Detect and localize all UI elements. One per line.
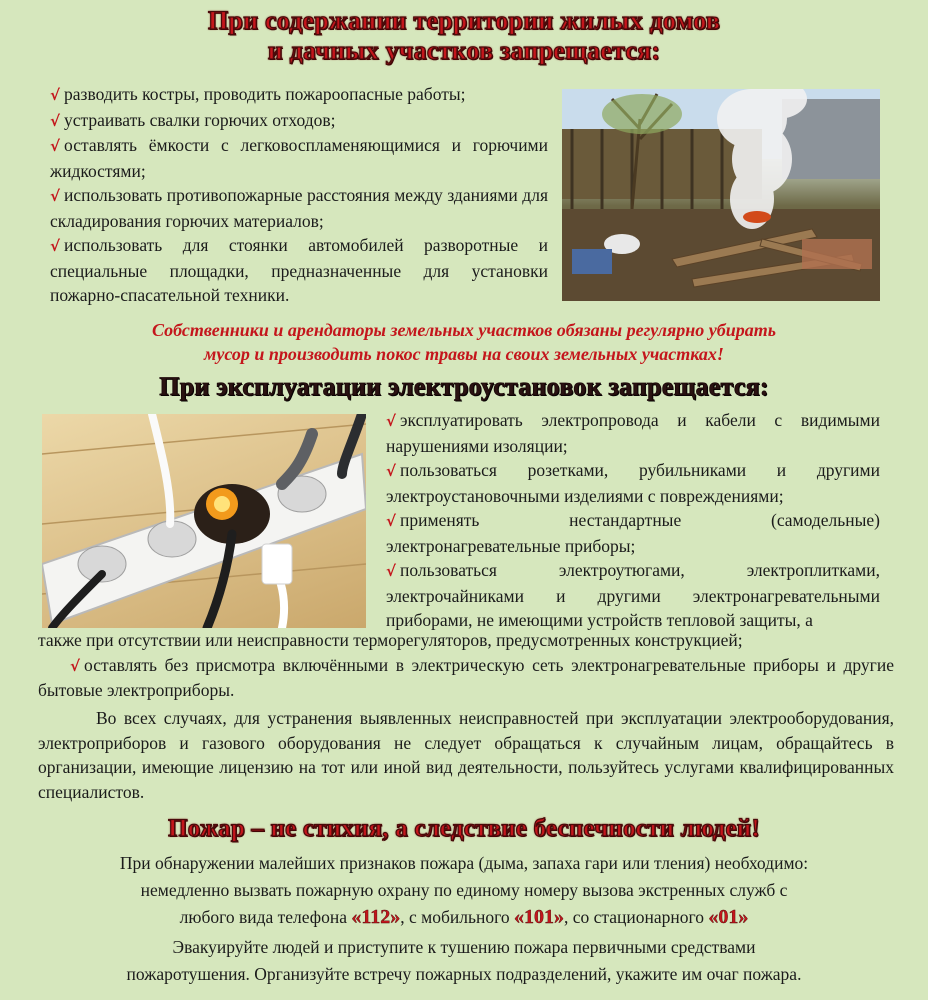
list-item: √ разводить костры, проводить пожароопасные работы; xyxy=(50,84,466,104)
emergency-call-instructions xyxy=(0,850,928,931)
list-item: √ пользоваться розетками, рубильниками и другими электроустановочными изделиями с повреждениями; xyxy=(386,460,880,506)
alert-line3: любого вида телефона «112», с мобильного «101», со стационарного «01» xyxy=(179,906,749,928)
list-item: √ эксплуатировать электропровода и кабели с видимыми нарушениями изоляции; xyxy=(386,410,880,456)
obligation-line1: Собственники и арендаторы земельных участков обязаны регулярно убирать xyxy=(152,320,776,340)
obligation-line2: мусор и производить покос травы на своих земельных участках! xyxy=(204,344,724,364)
checkmark-icon: √ xyxy=(386,462,397,480)
checkmark-icon: √ xyxy=(386,412,397,430)
list-item: √ оставлять ёмкости с легковоспламеняющимися и горючими жидкостями; xyxy=(50,135,548,181)
evacuation-instructions xyxy=(0,934,928,988)
advice-paragraph: Во всех случаях, для устранения выявленных неисправностей при эксплуатации электрооборудования, электроприборов и газового оборудования не следует обращаться к случайным лицам, обращайтесь в организации, имеющие лицензию на тот или иной вид деятельности, пользуйтесь услугами квалифицированных специалистов. xyxy=(38,708,894,802)
list-item-continuation: также при отсутствии или неисправности терморегуляторов, предусмотренных конструкцией; xyxy=(38,630,743,650)
list-item: √ устраивать свалки горючих отходов; xyxy=(50,109,336,130)
list-item: √ пользоваться электроутюгами, электроплитками, электрочайниками и другими электронагревательными приборами, не имеющими устройств тепловой защиты, а xyxy=(386,560,880,630)
emergency-number-101: «101» xyxy=(513,906,564,928)
section1-heading-line1: При содержании территории жилых домов xyxy=(207,6,720,35)
section3-heading: Пожар – не стихия, а следствие беспечности людей! xyxy=(168,815,760,842)
list-item: √ использовать противопожарные расстояния между зданиями для складирования горючих материалов; xyxy=(50,185,548,231)
section2-heading: При эксплуатации электроустановок запрещается: xyxy=(159,372,769,401)
checkmark-icon: √ xyxy=(386,562,397,580)
checkmark-icon: √ xyxy=(70,656,81,675)
emergency-number-01: «01» xyxy=(708,906,749,928)
section2-list-continued xyxy=(38,628,894,703)
checkmark-icon: √ xyxy=(50,137,61,155)
section1-list xyxy=(50,82,548,308)
list-item: √ использовать для стоянки автомобилей разворотные и специальные площадки, предназначенные для установки пожарно-спасательной техники. xyxy=(50,235,548,305)
checkmark-icon: √ xyxy=(50,111,61,130)
checkmark-icon: √ xyxy=(50,187,61,205)
section2-list xyxy=(386,408,880,633)
evac-line1: Эвакуируйте людей и приступите к тушению пожара первичными средствами xyxy=(172,937,756,957)
emergency-number-112: «112» xyxy=(351,906,401,928)
owners-obligation-notice xyxy=(0,318,928,366)
list-item: √ применять нестандартные (самодельные) электронагревательные приборы; xyxy=(386,510,880,556)
checkmark-icon: √ xyxy=(386,512,397,530)
alert-line1: При обнаружении малейших признаков пожара (дыма, запаха гари или тления) необходимо: xyxy=(119,853,809,873)
section1-heading xyxy=(0,6,928,66)
yard-fire-photo xyxy=(562,89,880,301)
evac-line2: пожаротушения. Организуйте встречу пожарных подразделений, укажите им очаг пожара. xyxy=(126,964,802,984)
checkmark-icon: √ xyxy=(50,237,61,255)
list-item: √ оставлять без присмотра включёнными в электрическую сеть электронагревательные приборы и другие бытовые электроприборы. xyxy=(38,654,894,700)
section1-heading-line2: и дачных участков запрещается: xyxy=(267,36,661,65)
checkmark-icon: √ xyxy=(50,86,61,104)
burnt-power-strip-photo xyxy=(42,414,366,628)
alert-line2: немедленно вызвать пожарную охрану по единому номеру вызова экстренных служб с xyxy=(140,880,788,900)
